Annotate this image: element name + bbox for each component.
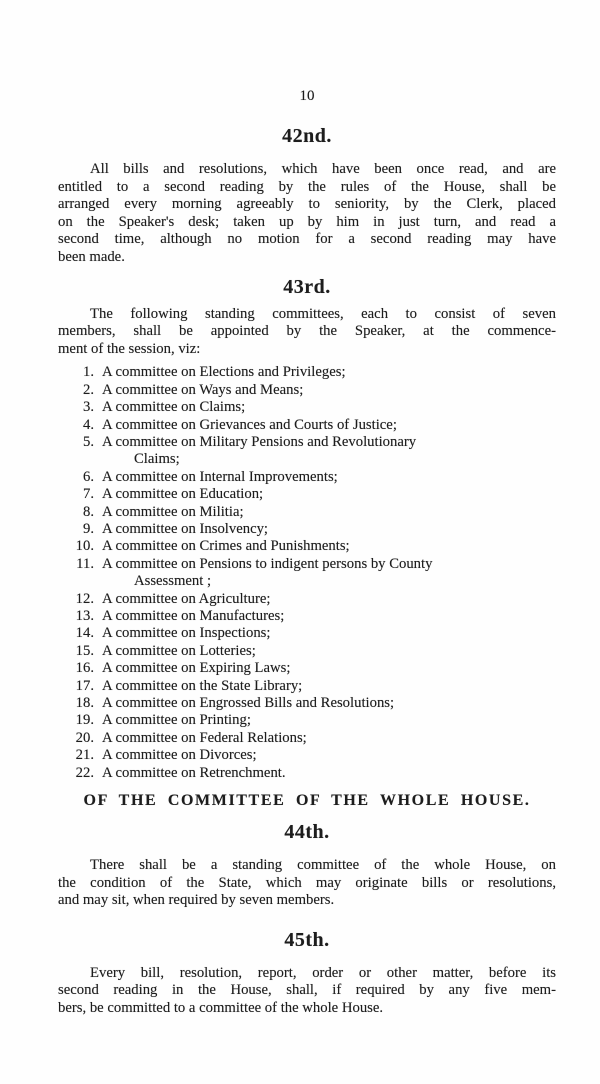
committee-list-item <box>58 417 556 434</box>
committee-list-item <box>58 556 556 573</box>
committee-list-item <box>58 382 556 399</box>
item-number: 9. <box>82 521 94 537</box>
item-text: A committee on Crimes and Punishments; <box>102 538 350 555</box>
whole-house-title: OF THE COMMITTEE OF THE WHOLE HOUSE. <box>83 792 531 810</box>
committee-list-item <box>58 469 556 486</box>
item-number: 6. <box>82 468 94 485</box>
committee-list-item <box>58 486 556 503</box>
item-text: A committee on Elections and Privileges; <box>102 364 346 381</box>
item-text: A committee on Lotteries; <box>102 642 256 659</box>
item-text: A committee on Claims; <box>102 399 246 416</box>
committee-list-item <box>58 765 556 782</box>
rule-42-heading: 42nd. <box>282 125 332 147</box>
item-text: A committee on Retrenchment. <box>102 764 286 781</box>
paragraph-line: entitled to a second reading by the rules of the House, shall be <box>58 178 556 195</box>
paragraph-line: second reading in the House, shall, if required by any five mem- <box>58 982 556 999</box>
item-continuation-line: Claims; <box>134 451 180 468</box>
paragraph-line: the condition of the State, which may originate bills or resolutions, <box>58 874 556 891</box>
item-text: A committee on Manufactures; <box>102 608 285 625</box>
rule-44-paragraph <box>58 857 556 910</box>
paragraph-line: bers, be committed to a committee of the whole House. <box>58 1000 384 1017</box>
item-text: A committee on Divorces; <box>102 747 257 764</box>
committee-list-item <box>58 364 556 381</box>
item-number: 1. <box>82 364 94 381</box>
item-number: 5. <box>82 433 94 450</box>
paragraph-line: on the Speaker's desk; taken up by him in just turn, and read a <box>58 213 556 230</box>
item-text: A committee on Federal Relations; <box>102 729 307 746</box>
committee-list-item <box>58 730 556 747</box>
committee-list-item <box>58 538 556 555</box>
item-number: 18. <box>75 695 94 712</box>
committee-list-item <box>58 434 556 451</box>
item-text: A committee on Grievances and Courts of Justice; <box>102 416 397 433</box>
item-text: A committee on Internal Improvements; <box>102 468 338 485</box>
item-continuation-line: Assessment ; <box>134 573 212 590</box>
item-text: A committee on Printing; <box>102 712 251 729</box>
committee-list-item <box>58 695 556 712</box>
rule-42-paragraph <box>58 161 556 267</box>
committee-list-item <box>58 660 556 677</box>
item-text: A committee on Ways and Means; <box>102 381 304 398</box>
item-number: 21. <box>75 747 94 764</box>
item-text: A committee on Pensions to indigent persons by County <box>102 555 433 572</box>
item-text: A committee on Insolvency; <box>102 521 269 537</box>
item-text: A committee on Military Pensions and Revolutionary <box>102 433 417 450</box>
paragraph-line: Every bill, resolution, report, order or other matter, before its <box>90 964 556 981</box>
item-number: 17. <box>75 677 94 694</box>
paragraph-line: All bills and resolutions, which have been once read, and are <box>90 161 556 177</box>
paragraph-line: and may sit, when required by seven members. <box>58 892 335 909</box>
item-text: A committee on Inspections; <box>102 625 271 642</box>
paragraph-line: ment of the session, viz: <box>58 340 201 357</box>
rule-43-paragraph <box>58 306 556 359</box>
committee-list-item <box>58 678 556 695</box>
item-number: 14. <box>75 625 94 642</box>
item-text: A committee on Expiring Laws; <box>102 660 291 677</box>
committee-list-item <box>58 504 556 521</box>
paragraph-line: members, shall be appointed by the Speaker, at the commence- <box>58 323 556 340</box>
paragraph-line: second time, although no motion for a second reading may have <box>58 231 556 248</box>
committee-list-item <box>58 747 556 764</box>
paragraph-line: The following standing committees, each to consist of seven <box>90 305 556 322</box>
committee-list-item <box>58 521 556 538</box>
item-text: A committee on Engrossed Bills and Resolutions; <box>102 695 395 712</box>
item-number: 15. <box>75 642 94 659</box>
item-number: 11. <box>76 555 94 572</box>
paragraph-line: arranged every morning agreeably to seniority, by the Clerk, placed <box>58 196 556 213</box>
paragraph-line: There shall be a standing committee of the whole House, on <box>90 857 556 874</box>
paragraph-line: been made. <box>58 248 125 265</box>
item-text: A committee on Agriculture; <box>102 590 271 607</box>
committee-list <box>58 364 556 782</box>
item-number: 8. <box>82 503 94 520</box>
item-text: A committee on Militia; <box>102 503 244 520</box>
item-text: A committee on the State Library; <box>102 677 303 694</box>
rule-45-heading: 45th. <box>284 928 330 951</box>
item-number: 22. <box>75 764 94 781</box>
rule-43-heading: 43rd. <box>283 275 331 298</box>
committee-list-item <box>58 608 556 625</box>
page-number: 10 <box>299 88 315 104</box>
item-number: 19. <box>75 712 94 729</box>
page-content <box>58 0 556 1018</box>
item-number: 20. <box>75 729 94 746</box>
item-number: 2. <box>82 381 94 398</box>
committee-list-item <box>58 712 556 729</box>
committee-list-item <box>58 625 556 642</box>
rule-44-heading: 44th. <box>284 821 330 844</box>
item-number: 3. <box>82 399 94 416</box>
committee-list-item <box>58 643 556 660</box>
item-number: 7. <box>82 486 94 503</box>
item-number: 10. <box>75 538 94 555</box>
item-number: 4. <box>82 416 94 433</box>
committee-list-item <box>58 591 556 608</box>
item-number: 12. <box>75 590 94 607</box>
item-number: 16. <box>75 660 94 677</box>
committee-list-item <box>58 399 556 416</box>
item-text: A committee on Education; <box>102 486 264 503</box>
rule-45-paragraph <box>58 965 556 1018</box>
item-number: 13. <box>75 608 94 625</box>
